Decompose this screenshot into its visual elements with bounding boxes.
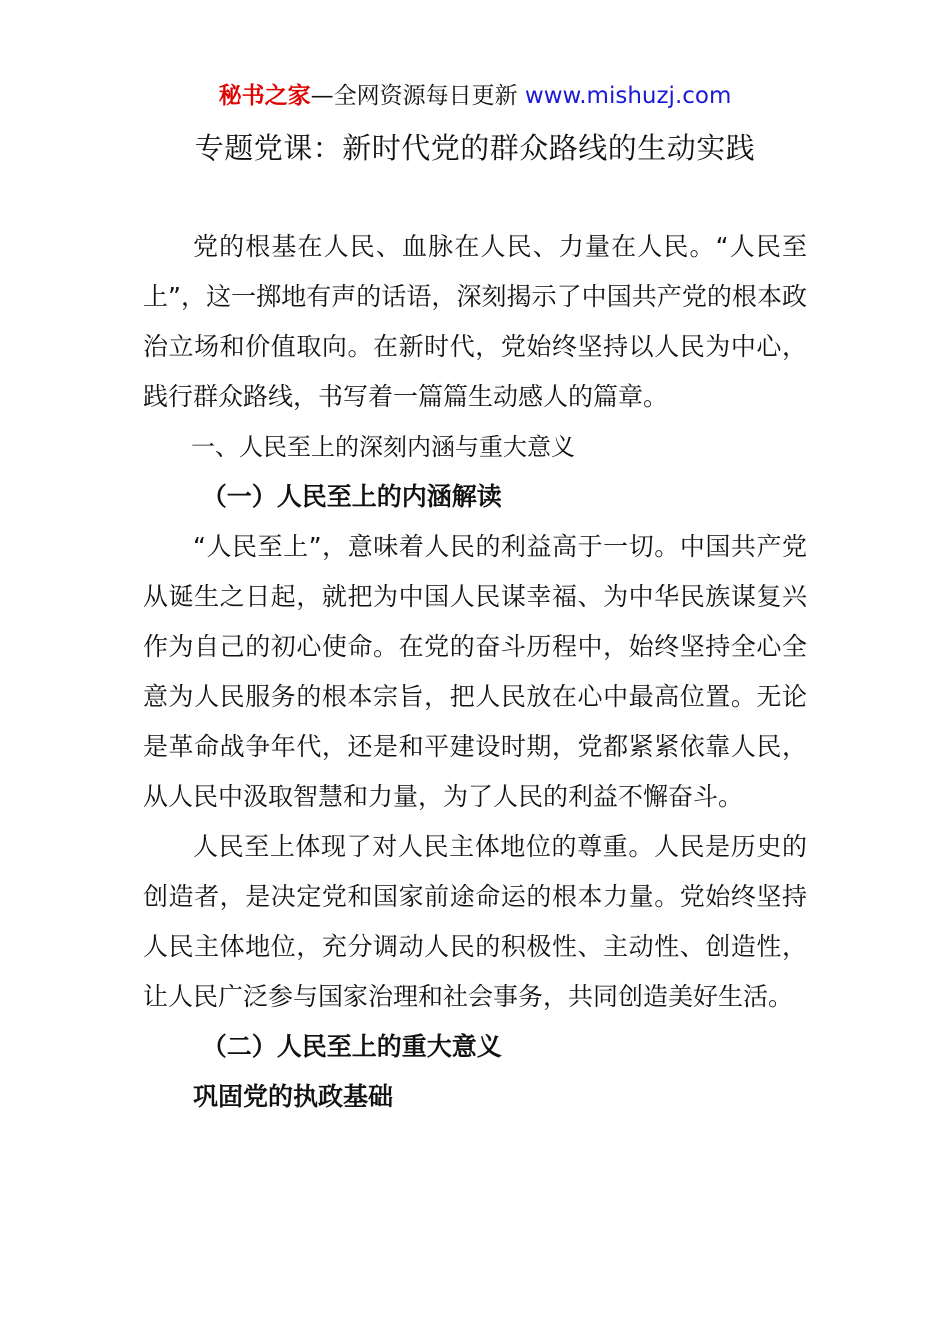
document-body — [143, 222, 807, 1122]
brand-name: 秘书之家 — [218, 83, 311, 109]
sub-subsection-heading: 巩固党的执政基础 — [193, 1082, 394, 1111]
paragraph-1-1-a: “人民至上”，意味着人民的利益高于一切。中国共产党从诞生之日起，就把为中国人民谋幸福、为中华民族谋复兴作为自己的初心使命。在党的奋斗历程中，始终坚持全心全意为人民服务的根本宗旨，把人民放在心中最高位置。无论是革命战争年代，还是和平建设时期，党都紧紧依靠人民，从人民中汲取智慧和力量，为了人民的利益不懈奋斗。 — [143, 532, 807, 811]
subsection-heading-1-1: （一）人民至上的内涵解读 — [201, 482, 502, 511]
site-header — [0, 78, 950, 114]
site-url-link[interactable]: www.mishuzj.com — [524, 83, 732, 109]
header-slogan: —全网资源每日更新 — [310, 83, 525, 109]
paragraph-1-1-b: 人民至上体现了对人民主体地位的尊重。人民是历史的创造者，是决定党和国家前途命运的根本力量。党始终坚持人民主体地位，充分调动人民的积极性、主动性、创造性，让人民广泛参与国家治理和社会事务，共同创造美好生活。 — [143, 832, 807, 1011]
section-heading-1: 一、人民至上的深刻内涵与重大意义 — [191, 433, 575, 461]
document-title: 专题党课：新时代党的群众路线的生动实践 — [194, 131, 756, 165]
subsection-heading-1-2: （二）人民至上的重大意义 — [201, 1032, 502, 1061]
intro-paragraph: 党的根基在人民、血脉在人民、力量在人民。“人民至上”，这一掷地有声的话语，深刻揭示了中国共产党的根本政治立场和价值取向。在新时代，党始终坚持以人民为中心，践行群众路线，书写着一篇篇生动感人的篇章。 — [143, 232, 807, 411]
